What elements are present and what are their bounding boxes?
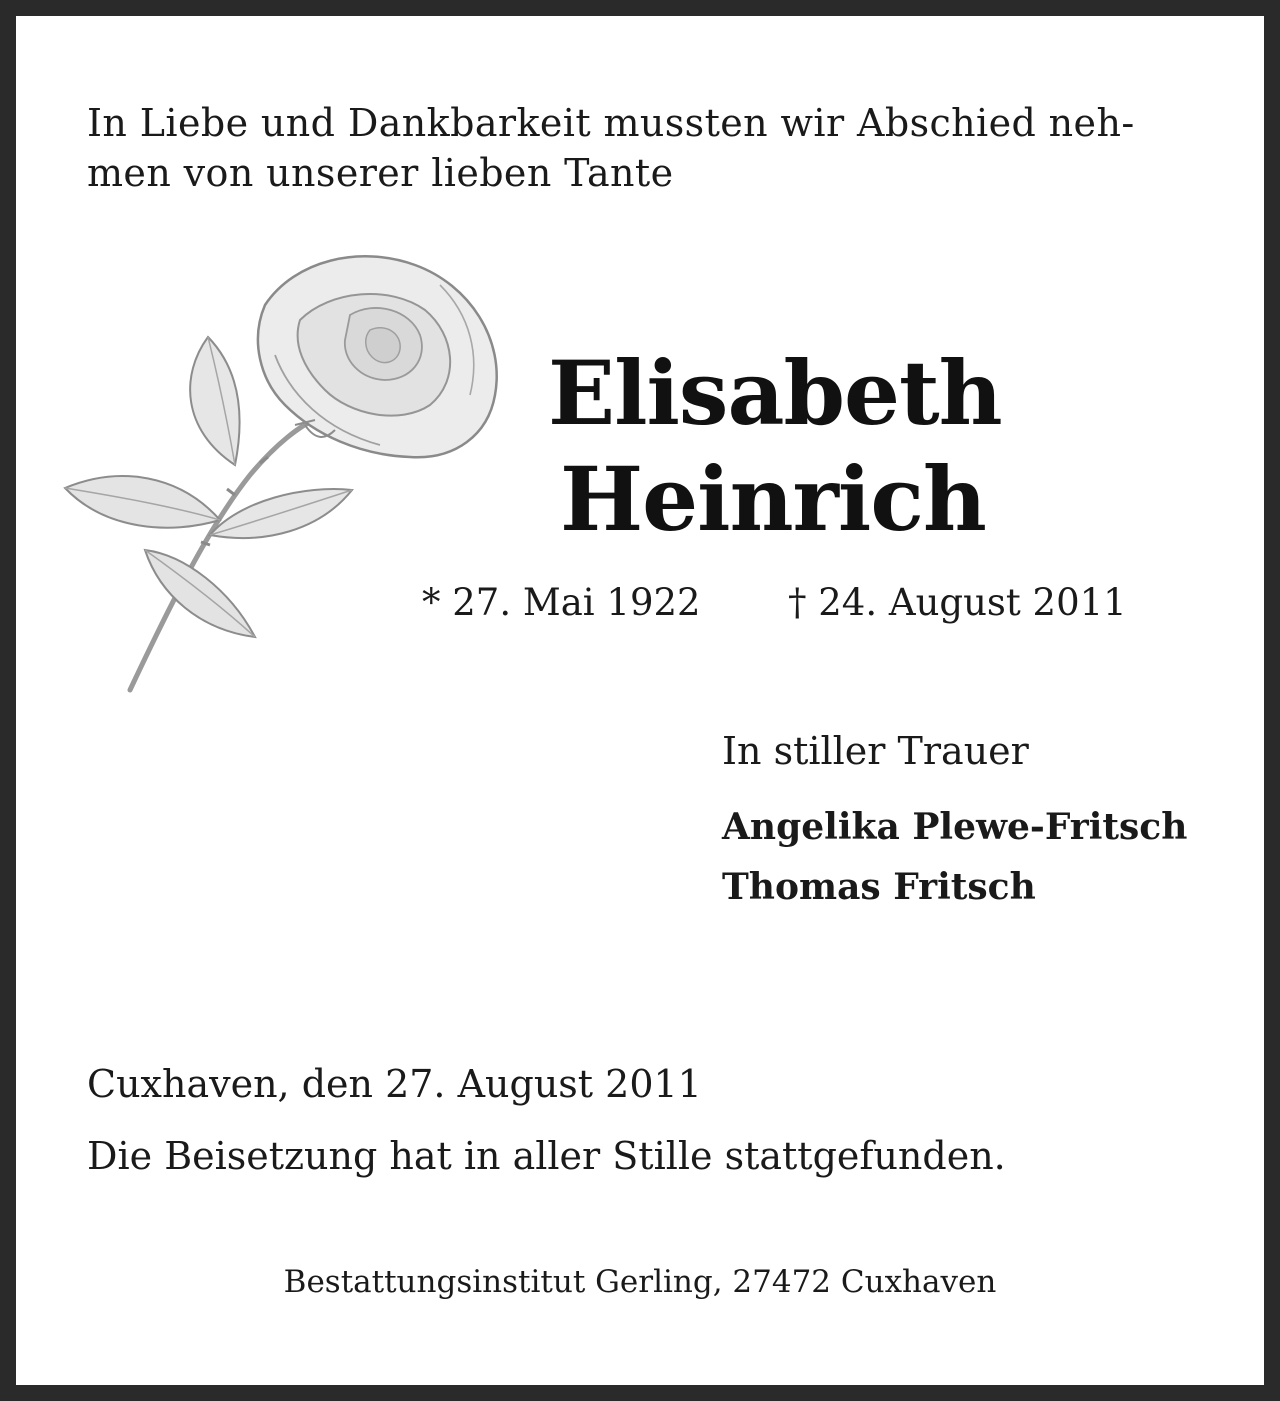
rose-icon xyxy=(60,245,510,695)
mourner-name: Angelika Plewe-Fritsch xyxy=(722,806,1188,848)
intro-line-1: In Liebe und Dankbarkeit mussten wir Abschied neh- xyxy=(87,101,1135,145)
mourners-list xyxy=(722,797,1187,917)
mourning-label: In stiller Trauer xyxy=(722,729,1029,773)
intro-text xyxy=(87,98,1197,198)
intro-line-2: men von unserer lieben Tante xyxy=(87,151,674,195)
place-and-date: Cuxhaven, den 27. August 2011 xyxy=(87,1062,702,1106)
burial-note: Die Beisetzung hat in aller Stille stattgefunden. xyxy=(87,1134,1006,1178)
deceased-last-name: Heinrich xyxy=(560,447,986,551)
undertaker-line: Bestattungsinstitut Gerling, 27472 Cuxhaven xyxy=(283,1264,997,1300)
deceased-first-name: Elisabeth xyxy=(548,341,1002,445)
death-date: † 24. August 2011 xyxy=(788,581,1127,624)
mourner-name: Thomas Fritsch xyxy=(722,866,1036,908)
birth-date: * 27. Mai 1922 xyxy=(422,581,701,624)
deceased-name xyxy=(548,340,1002,552)
